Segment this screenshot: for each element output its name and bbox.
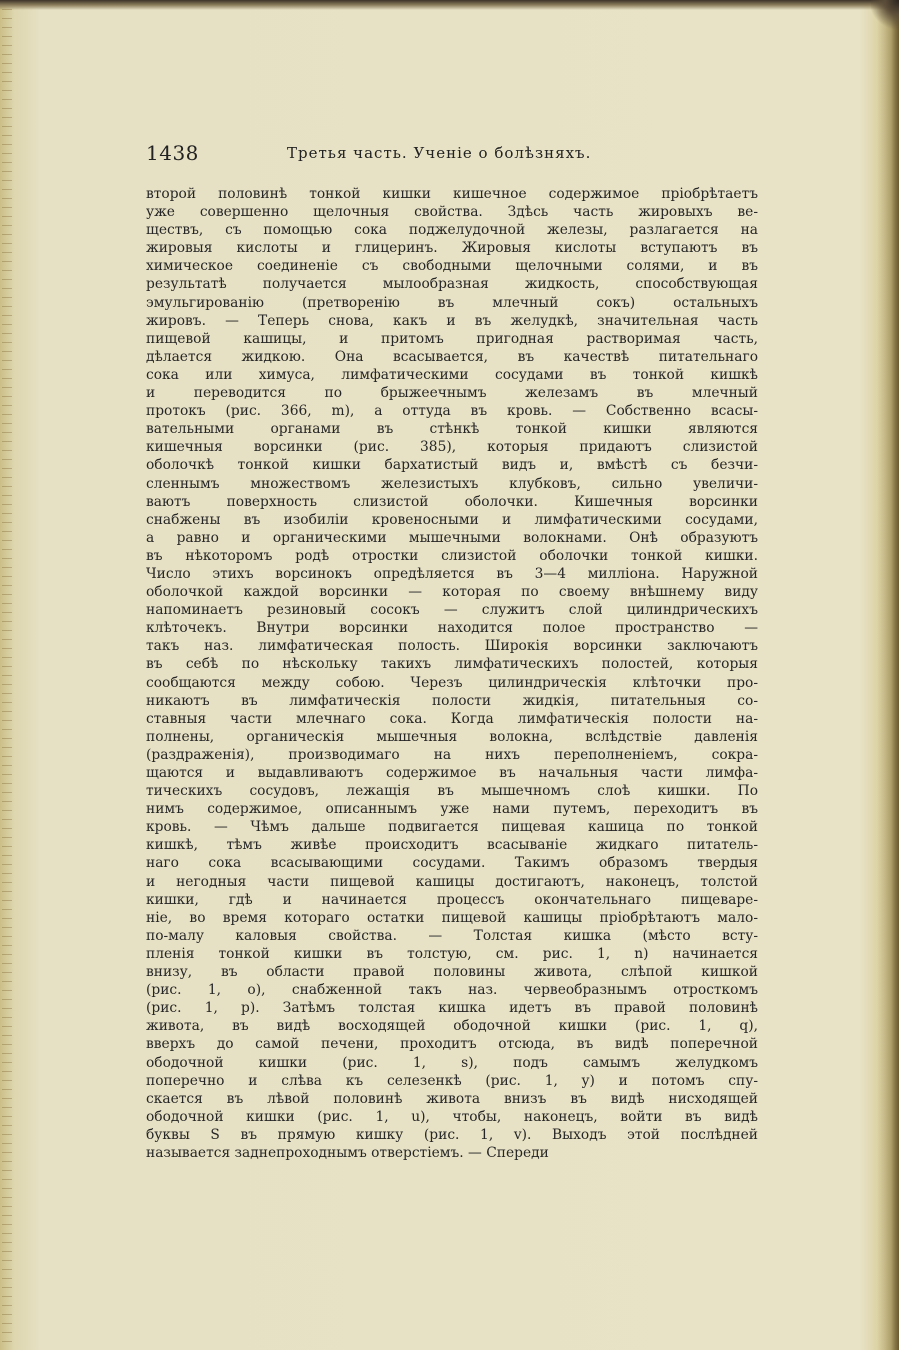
- text-line: въ нѣкоторомъ родѣ отростки слизистой оболочки тонкой кишки.: [146, 547, 758, 564]
- binding-edge: [2, 0, 12, 1350]
- page-number: 1438: [146, 141, 199, 165]
- text-line: (раздраженія), производимаго на нихъ переполненіемъ, сокра-: [146, 746, 758, 763]
- text-line: полнены, органическія мышечныя волокна, вслѣдствіе давленія: [146, 728, 758, 745]
- text-line: ободочной кишки (рис. 1, s), подъ самымъ желудкомъ: [146, 1054, 758, 1071]
- text-line: вверхъ до самой печени, проходитъ отсюда, въ видѣ поперечной: [146, 1036, 758, 1053]
- text-line: пищевой кашицы, и притомъ пригодная растворимая часть,: [146, 330, 758, 347]
- text-line: оболочкой каждой ворсинки — которая по своему внѣшнему виду: [146, 584, 758, 601]
- text-line: напоминаетъ резиновый сосокъ — служитъ слой цилиндрическихъ: [146, 602, 758, 619]
- text-line: результатѣ получается мылообразная жидкость, способствующая: [146, 276, 758, 293]
- page-header: [146, 141, 758, 165]
- text-line: сообщаются между собою. Черезъ цилиндрическія клѣточки про-: [146, 674, 758, 691]
- text-line: нимъ содержимое, описаннымъ уже нами путемъ, переходитъ въ: [146, 801, 758, 818]
- text-line: оболочкѣ тонкой кишки бархатистый видъ и, вмѣстѣ съ безчи-: [146, 457, 758, 474]
- text-line: тическихъ сосудовъ, лежащія въ мышечномъ слоѣ кишки. По: [146, 783, 758, 800]
- text-line: химическое соединеніе съ свободными щелочными солями, и въ: [146, 258, 758, 275]
- right-edge-shadow: [877, 0, 899, 1350]
- text-line: и переводится по брыжеечнымъ железамъ въ млечный: [146, 385, 758, 402]
- text-line: снабжены въ изобиліи кровеносными и лимфатическими сосудами,: [146, 511, 758, 528]
- text-line: пленія тонкой кишки въ толстую, см. рис. 1, n) начинается: [146, 945, 758, 962]
- text-line: жировыя кислоты и глицеринъ. Жировыя кислоты вступаютъ въ: [146, 240, 758, 257]
- text-line: щаются и выдавливаютъ содержимое въ начальныя части лимфа-: [146, 765, 758, 781]
- text-line: сока или химуса, лимфатическими сосудами въ тонкой кишкѣ: [146, 366, 758, 383]
- text-line: второй половинѣ тонкой кишки кишечное содержимое пріобрѣтаетъ: [146, 186, 758, 202]
- text-line: такъ наз. лимфатическая полость. Широкія ворсинки заключаютъ: [146, 638, 758, 655]
- text-line: буквы S въ прямую кишку (рис. 1, v). Выходъ этой послѣдней: [146, 1126, 758, 1143]
- text-line: ставныя части млечнаго сока. Когда лимфатическія полости на-: [146, 710, 758, 727]
- text-line: скается въ лѣвой половинѣ живота внизъ въ видѣ нисходящей: [146, 1090, 758, 1107]
- body-text: [146, 185, 758, 1162]
- text-line: дѣлается жидкою. Она всасывается, въ качествѣ питательнаго: [146, 348, 758, 365]
- text-line: никаютъ въ лимфатическія полости жидкія, питательныя со-: [146, 692, 758, 709]
- text-line: кишки, гдѣ и начинается процессъ окончательнаго пищеваре-: [146, 891, 758, 908]
- text-line: поперечно и слѣва къ селезенкѣ (рис. 1, y) и потомъ спу-: [146, 1072, 758, 1089]
- text-line: наго сока всасывающими сосудами. Такимъ образомъ твердыя: [146, 855, 758, 872]
- text-line: а равно и органическими мышечными волокнами. Онѣ образуютъ: [146, 529, 758, 546]
- text-line: Число этихъ ворсинокъ опредѣляется въ 3—4 милліона. Наружной: [146, 565, 758, 582]
- text-line: въ себѣ по нѣскольку такихъ лимфатическихъ полостей, которыя: [146, 656, 758, 673]
- text-line: жировъ. — Теперь снова, какъ и въ желудкѣ, значительная часть: [146, 312, 758, 329]
- text-line: клѣточекъ. Внутри ворсинки находится полое пространство —: [146, 620, 758, 637]
- text-line: уже совершенно щелочныя свойства. Здѣсь часть жировыхъ ве-: [146, 204, 758, 221]
- top-edge-shadow: [0, 0, 899, 10]
- text-line: внизу, въ области правой половины живота, слѣпой кишкой: [146, 964, 758, 981]
- text-line: ніе, во время котораго остатки пищевой кашицы пріобрѣтаютъ мало-: [146, 909, 758, 926]
- text-line: ободочной кишки (рис. 1, u), чтобы, наконецъ, войти въ видѣ: [146, 1108, 758, 1125]
- text-line: эмульгированію (претворенію въ млечный сокъ) остальныхъ: [146, 294, 758, 311]
- text-line: по-малу каловыя свойства. — Толстая кишка (мѣсто всту-: [146, 927, 758, 944]
- text-line: (рис. 1, o), снабженной такъ наз. червеобразнымъ отросткомъ: [146, 982, 758, 999]
- corner-stain: [871, 0, 899, 40]
- text-line: и негодныя части пищевой кашицы достигаютъ, наконецъ, толстой: [146, 873, 758, 890]
- text-line: кровь. — Чѣмъ дальше подвигается пищевая кашица по тонкой: [146, 819, 758, 836]
- text-line: живота, въ видѣ восходящей ободочной кишки (рис. 1, q),: [146, 1018, 758, 1035]
- text-line: протокъ (рис. 366, m), а оттуда въ кровь. — Собственно всасы-: [146, 403, 758, 420]
- text-line: называется заднепроходнымъ отверстіемъ. — Спереди: [146, 1144, 549, 1161]
- text-line: ществъ, съ помощью сока поджелудочной железы, разлагается на: [146, 222, 758, 239]
- text-line: кишечныя ворсинки (рис. 385), которыя придаютъ слизистой: [146, 439, 758, 456]
- running-title: Третья часть. Ученіе о болѣзняхъ.: [287, 144, 592, 162]
- text-line: ваютъ поверхность слизистой оболочки. Кишечныя ворсинки: [146, 493, 758, 510]
- text-line: (рис. 1, p). Затѣмъ толстая кишка идетъ въ правой половинѣ: [146, 1000, 758, 1017]
- text-line: сленнымъ множествомъ железистыхъ клубковъ, сильно увеличи-: [146, 475, 758, 492]
- text-line: вательными органами въ стѣнкѣ тонкой кишки являются: [146, 421, 758, 438]
- text-line: кишкѣ, тѣмъ живѣе происходитъ всасываніе жидкаго питатель-: [146, 837, 758, 854]
